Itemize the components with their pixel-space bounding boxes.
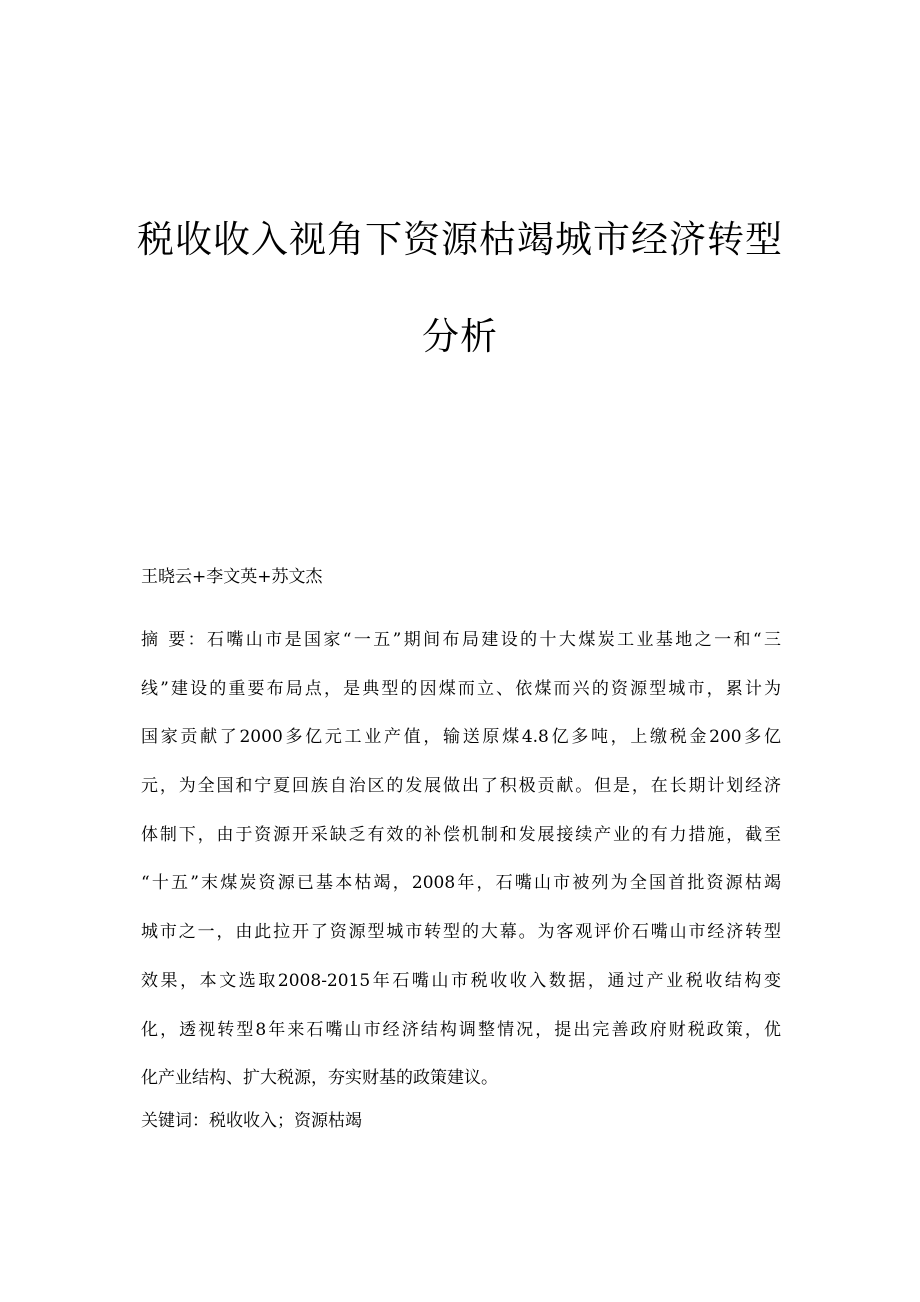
abstract-line: 化产业结构、扩大税源，夯实财基的政策建议。 [141,1068,498,1089]
abstract-line: 元，为全国和宁夏回族自治区的发展做出了积极贡献。但是，在长期计划经济 [141,776,781,797]
author-list: 王晓云+李文英+苏文杰 [141,567,323,587]
abstract-line: 线”建设的重要布局点，是典型的因煤而立、依煤而兴的资源型城市，累计为 [141,678,781,699]
abstract-line: 效果，本文选取2008-2015年石嘴山市税收收入数据，通过产业税收结构变 [141,970,781,991]
abstract-line: 化，透视转型8年来石嘴山市经济结构调整情况，提出完善政府财税政策，优 [141,1019,781,1040]
abstract-line: 体制下，由于资源开采缺乏有效的补偿机制和发展接续产业的有力措施，截至 [141,824,781,845]
abstract-line: “十五”末煤炭资源已基本枯竭，2008年，石嘴山市被列为全国首批资源枯竭 [141,873,781,894]
abstract-line: 城市之一，由此拉开了资源型城市转型的大幕。为客观评价石嘴山市经济转型 [141,922,781,943]
paper-title-line-2: 分析 [422,315,498,358]
abstract-line: 摘 要：石嘴山市是国家“一五”期间布局建设的十大煤炭工业基地之一和“三 [141,630,781,650]
abstract [141,616,781,1103]
paper-title-line-1: 税收收入视角下资源枯竭城市经济转型 [137,218,783,261]
abstract-line: 国家贡献了2000多亿元工业产值，输送原煤4.8亿多吨，上缴税金200多亿 [141,727,781,748]
keywords: 关键词：税收收入；资源枯竭 [141,1111,362,1131]
